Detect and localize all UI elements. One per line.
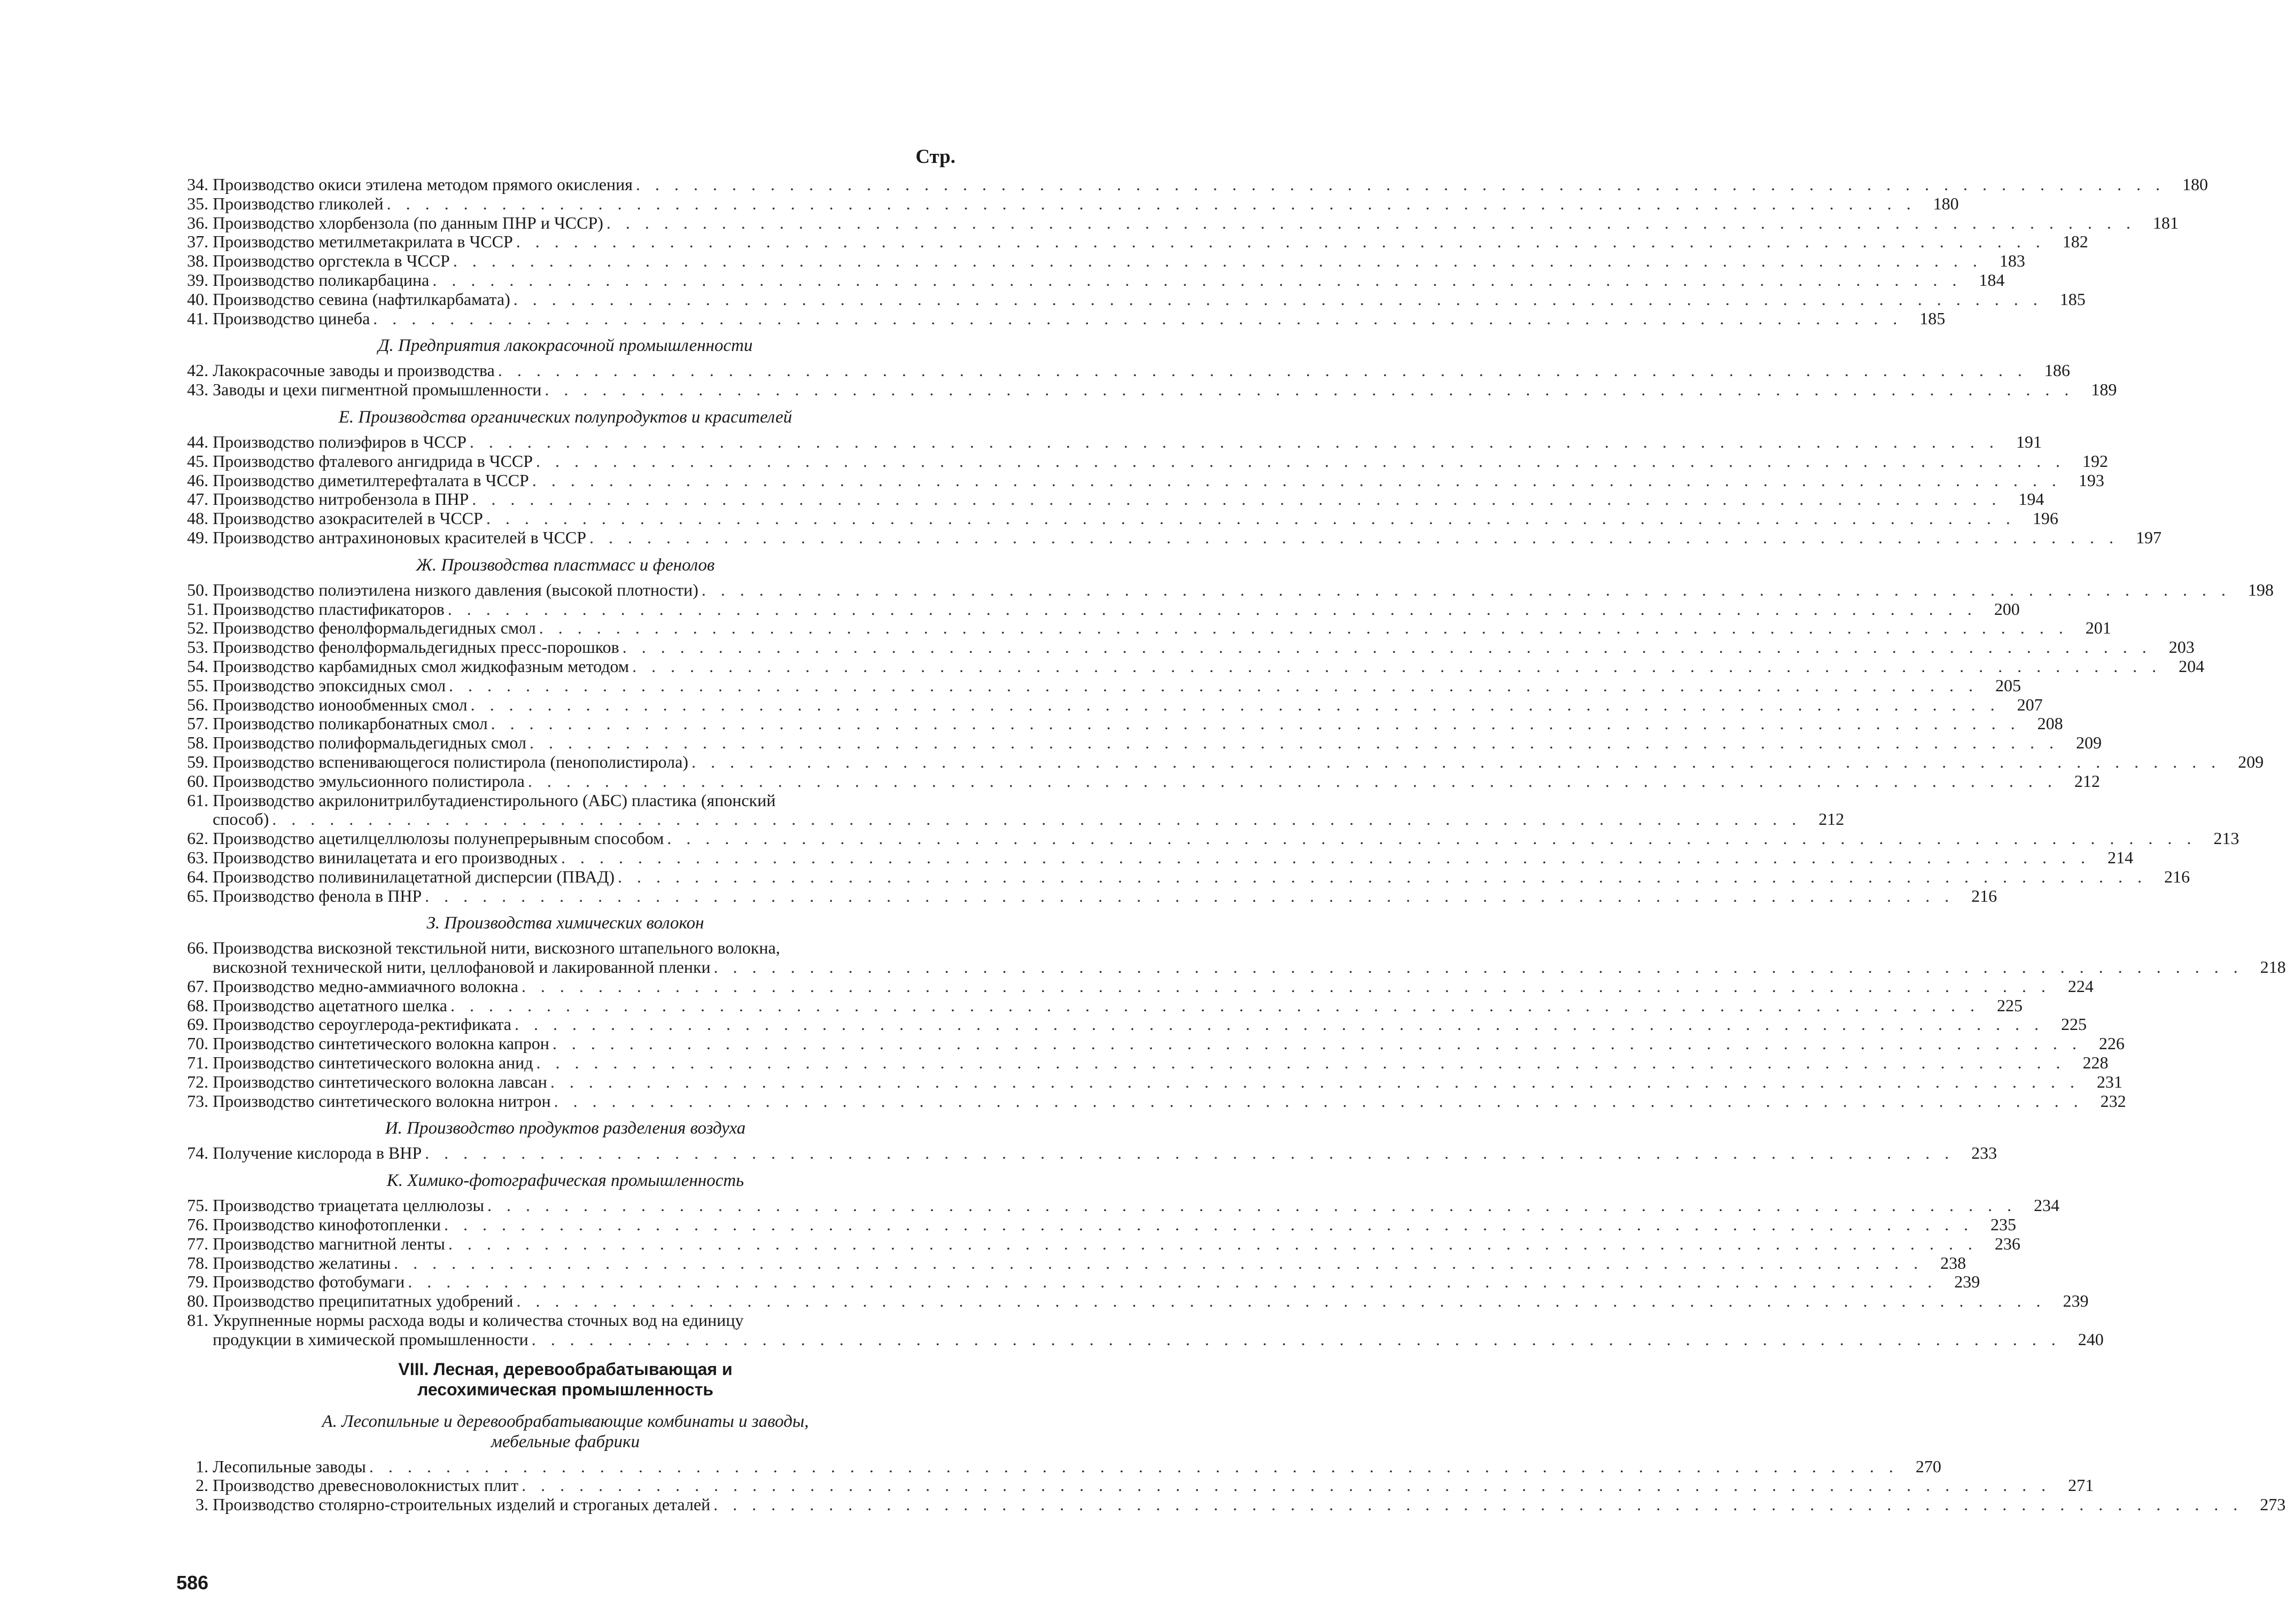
dot-leader	[432, 271, 1962, 290]
dot-leader	[450, 996, 1980, 1016]
entry-number: 37.	[187, 232, 208, 252]
entry-title: Получение кислорода в ВНР	[213, 1143, 422, 1163]
section-heading: З. Производства химических волокон	[426, 914, 704, 933]
entry-page: 271	[2068, 1475, 2094, 1495]
dot-leader	[713, 1495, 2243, 1514]
entry-page: 232	[2100, 1091, 2126, 1111]
entry-title: Производство магнитной ленты	[213, 1233, 445, 1253]
toc-entry	[175, 193, 1959, 214]
toc-entry	[175, 675, 2021, 696]
entry-page: 191	[2016, 432, 2042, 451]
toc-entry	[175, 1196, 2060, 1215]
dot-leader	[532, 1330, 2061, 1349]
entry-number: 70.	[187, 1034, 208, 1053]
toc-entry	[175, 1014, 2087, 1034]
toc-entry	[175, 580, 2274, 600]
entry-page: 239	[2063, 1291, 2089, 1311]
entry-title: Производство метилметакрилата в ЧССР	[213, 232, 513, 252]
entry-number: 42.	[187, 361, 208, 380]
entry-number: 45.	[187, 451, 208, 471]
entry-page: 196	[2032, 509, 2058, 528]
toc-entry	[175, 1143, 1997, 1163]
dot-leader	[448, 600, 1977, 619]
entry-page: 204	[2179, 656, 2205, 676]
toc-entry	[175, 847, 2133, 868]
toc-entry	[175, 1233, 2020, 1254]
entry-number: 41.	[187, 308, 208, 328]
dot-leader	[491, 714, 2020, 733]
entry-number: 57.	[187, 714, 208, 733]
dot-leader	[470, 433, 1999, 452]
entry-number: 69.	[187, 1014, 208, 1034]
entry-title: Производство преципитатных удобрений	[213, 1291, 514, 1311]
part-heading-line: VIII. Лесная, деревообрабатывающая и	[398, 1359, 733, 1379]
entry-title: Производство медно-аммиачного волокна	[213, 976, 518, 996]
entry-page: 194	[2018, 489, 2044, 509]
entry-title: Производство севина (нафтилкарбамата)	[213, 289, 510, 309]
entry-page: 225	[2060, 1014, 2087, 1034]
entry-page: 239	[1954, 1272, 1980, 1292]
entry-page: 205	[1995, 675, 2021, 695]
entry-title: Лесопильные заводы	[213, 1456, 366, 1476]
entry-page: 212	[1818, 809, 1845, 829]
entry-number: 64.	[187, 866, 208, 886]
entry-title: Производство окиси этилена методом прямого окисления	[213, 175, 633, 194]
toc-entry	[175, 251, 2025, 271]
toc-entry	[175, 1253, 1966, 1273]
dot-leader	[472, 490, 2001, 509]
entry-number: 56.	[187, 694, 208, 714]
toc-entry	[175, 308, 1946, 329]
entry-page: 231	[2096, 1072, 2122, 1091]
entry-number: 73.	[187, 1091, 208, 1111]
dot-leader	[702, 581, 2231, 600]
entry-page: 209	[2238, 752, 2264, 771]
dot-leader	[425, 1144, 1954, 1163]
dot-leader	[487, 1196, 2017, 1215]
toc-entry	[175, 1053, 2109, 1073]
entry-title: Производство ацетатного шелка	[213, 995, 447, 1015]
toc-entry	[175, 213, 2179, 233]
entry-title: Производство диметилтерефталата в ЧССР	[213, 470, 529, 490]
toc-entry	[175, 995, 2023, 1016]
section-heading: Д. Предприятия лакокрасочной промышленности	[378, 336, 753, 356]
entry-number: 72.	[187, 1072, 208, 1091]
dot-leader	[522, 977, 2051, 996]
toc-entry	[175, 714, 2063, 733]
entry-title: Производство фотобумаги	[213, 1272, 405, 1292]
toc-entry	[175, 175, 2208, 194]
entry-number: 81.	[187, 1310, 208, 1330]
entry-title: Производство сероуглерода-ректификата	[213, 1014, 511, 1034]
dot-leader	[589, 528, 2119, 548]
entry-title: Производство карбамидных смол жидкофазным методом	[213, 656, 629, 676]
entry-number: 50.	[187, 580, 208, 599]
entry-title: Укрупненные нормы расхода воды и количества сточных вод на единицу	[213, 1310, 744, 1330]
toc-entry	[175, 361, 2070, 380]
toc-entry	[175, 829, 2240, 848]
entry-title-continued: вискозной технической нити, целлофановой и лакированной пленки	[213, 957, 711, 977]
section-heading	[175, 1404, 955, 1457]
section-heading-line: А. Лесопильные и деревообрабатывающие комбинаты и заводы,	[322, 1411, 809, 1431]
toc-entry	[175, 771, 2100, 791]
toc-entry	[175, 232, 2088, 252]
toc-entry	[175, 470, 2104, 490]
entry-number: 54.	[187, 656, 208, 676]
entry-title: Производство нитробензола в ПНР	[213, 489, 469, 509]
entry-number: 55.	[187, 675, 208, 695]
dot-leader	[667, 829, 2196, 848]
entry-page: 185	[2059, 289, 2086, 309]
entry-page: 273	[2260, 1495, 2286, 1514]
entry-page: 209	[2075, 733, 2102, 753]
section-heading: И. Производство продуктов разделения воздуха	[385, 1119, 746, 1138]
entry-title: Производство поликарбонатных смол	[213, 714, 488, 733]
entry-number: 53.	[187, 637, 208, 657]
entry-number: 46.	[187, 470, 208, 490]
entry-number: 40.	[187, 289, 208, 309]
entry-number: 80.	[187, 1291, 208, 1311]
entry-page: 225	[1997, 995, 2023, 1015]
toc-entry	[175, 733, 2102, 753]
table-of-contents	[175, 175, 2286, 1514]
dot-leader	[272, 810, 1801, 829]
entry-page: 208	[2037, 714, 2063, 733]
entry-number: 34.	[187, 175, 208, 194]
entry-title: Производство фталевого ангидрида в ЧССР	[213, 451, 533, 471]
dot-leader	[453, 252, 1982, 271]
entry-page: 240	[2078, 1329, 2104, 1349]
dot-leader	[425, 887, 1954, 906]
entry-title: Производство полиэфиров в ЧССР	[213, 432, 466, 451]
entry-title-continued: продукции в химической промышленности	[213, 1329, 528, 1349]
entry-title: Производство синтетического волокна нитрон	[213, 1091, 551, 1111]
dot-leader	[498, 361, 2027, 380]
dot-leader	[623, 638, 2152, 657]
dot-leader	[471, 696, 2000, 715]
dot-leader	[536, 452, 2065, 471]
entry-title: Производство синтетического волокна лавсан	[213, 1072, 547, 1091]
entry-number: 62.	[187, 829, 208, 848]
entry-title: Производство пластификаторов	[213, 599, 445, 619]
entry-number: 79.	[187, 1272, 208, 1292]
entry-number: 36.	[187, 213, 208, 232]
entry-page: 234	[2034, 1196, 2060, 1215]
dot-leader	[514, 290, 2043, 309]
entry-title: Производство цинеба	[213, 308, 370, 328]
entry-number: 67.	[187, 976, 208, 996]
entry-title: Производство антрахиноновых красителей в ЧССР	[213, 527, 587, 547]
entry-title: Производство фенолформальдегидных пресс-порошков	[213, 637, 619, 657]
entry-title: Производство ацетилцеллюлозы полунепрерывным способом	[213, 829, 664, 848]
dot-leader	[517, 1292, 2046, 1311]
entry-title: Производство древесноволокнистых плит	[213, 1475, 519, 1495]
dot-leader	[545, 380, 2074, 400]
dot-leader	[691, 753, 2221, 772]
dot-leader	[536, 1053, 2066, 1073]
entry-title: Производство фенолформальдегидных смол	[213, 618, 536, 638]
entry-number: 68.	[187, 995, 208, 1015]
entry-page: 213	[2213, 829, 2240, 848]
entry-title: Производство оргстекла в ЧССР	[213, 251, 450, 271]
entry-page: 235	[1990, 1215, 2016, 1235]
toc-entry	[175, 656, 2205, 676]
entry-page: 270	[1915, 1456, 1941, 1476]
entry-number: 35.	[187, 193, 208, 213]
entry-number: 78.	[187, 1253, 208, 1272]
entry-page: 214	[2107, 847, 2133, 867]
entry-number: 44.	[187, 432, 208, 451]
section-heading: К. Химико-фотографическая промышленность	[386, 1171, 744, 1191]
entry-page: 216	[1971, 886, 1997, 905]
entry-title: Производства вискозной текстильной нити, вискозного штапельного волокна,	[213, 938, 780, 958]
toc-entry	[175, 1291, 2089, 1311]
entry-number: 59.	[187, 752, 208, 771]
dot-leader	[408, 1272, 1937, 1292]
entry-page: 183	[1999, 251, 2025, 271]
entry-page: 238	[1940, 1253, 1966, 1272]
entry-title: Производство синтетического волокна анид	[213, 1053, 533, 1073]
dot-leader	[373, 309, 1902, 329]
dot-leader	[522, 1476, 2051, 1495]
entry-title: Производство желатины	[213, 1253, 391, 1272]
page-number: 586	[176, 1572, 209, 1594]
entry-page: 192	[2082, 451, 2109, 471]
entry-title: Заводы и цехи пигментной промышленности	[213, 380, 542, 400]
entry-number: 52.	[187, 618, 208, 638]
toc-entry	[175, 451, 2109, 471]
entry-page: 216	[2164, 866, 2190, 886]
entry-number: 47.	[187, 489, 208, 509]
toc-entry	[175, 1456, 1941, 1477]
toc-entry	[175, 1091, 2126, 1111]
entry-number: 71.	[187, 1053, 208, 1073]
dot-leader	[394, 1254, 1923, 1273]
entry-page: 184	[1979, 270, 2005, 290]
entry-number: 58.	[187, 733, 208, 753]
entry-number: 75.	[187, 1196, 208, 1215]
entry-number: 76.	[187, 1215, 208, 1235]
entry-title: Производство поливинилацетатной дисперсии (ПВАД)	[213, 866, 615, 886]
entry-title: Производство поликарбацина	[213, 270, 430, 290]
entry-number: 38.	[187, 251, 208, 271]
toc-entry	[175, 1475, 2094, 1495]
entry-number: 48.	[187, 509, 208, 528]
toc-entry	[175, 509, 2058, 528]
toc-entry	[175, 1215, 2016, 1235]
toc-entry-multiline	[175, 938, 2286, 977]
dot-leader	[632, 657, 2161, 676]
entry-page: 198	[2248, 580, 2274, 599]
entry-page: 236	[1994, 1233, 2020, 1253]
toc-entry	[175, 270, 2005, 290]
entry-number: 2.	[196, 1475, 208, 1495]
dot-leader	[369, 1457, 1899, 1477]
dot-leader	[486, 509, 2016, 528]
dot-leader	[607, 214, 2136, 233]
entry-number: 74.	[187, 1143, 208, 1163]
entry-title: Производство полиэтилена низкого давления (высокой плотности)	[213, 580, 698, 599]
dot-leader	[554, 1092, 2083, 1111]
entry-page: 228	[2082, 1053, 2109, 1073]
toc-entry	[175, 866, 2190, 887]
toc-entry	[175, 599, 2020, 619]
toc-entry	[175, 380, 2117, 400]
toc-entry	[175, 976, 2094, 996]
page-column-header: Стр.	[915, 146, 955, 168]
entry-title-continued: способ)	[213, 809, 269, 829]
dot-leader	[530, 733, 2059, 753]
entry-page: 201	[2085, 618, 2111, 638]
toc-entry	[175, 752, 2264, 772]
dot-leader	[714, 958, 2243, 977]
dot-leader	[618, 868, 2147, 887]
section-heading: Ж. Производства пластмасс и фенолов	[416, 555, 715, 575]
entry-page: 180	[2182, 175, 2208, 194]
entry-number: 39.	[187, 270, 208, 290]
toc-entry	[175, 637, 2195, 657]
entry-title: Производство кинофотопленки	[213, 1215, 441, 1235]
entry-number: 1.	[196, 1456, 208, 1476]
toc-entry	[175, 1072, 2122, 1092]
entry-page: 224	[2067, 976, 2094, 996]
toc-entry	[175, 694, 2043, 715]
entry-title: Производство полиформальдегидных смол	[213, 733, 526, 753]
toc-entry	[175, 432, 2042, 452]
entry-number: 66.	[187, 938, 208, 958]
toc-entry	[175, 1034, 2125, 1053]
toc-entry-multiline	[175, 1310, 2104, 1349]
entry-number: 60.	[187, 771, 208, 791]
dot-leader	[561, 848, 2090, 868]
section-heading: Е. Производства органических полупродуктов и красителей	[338, 407, 792, 427]
entry-page: 180	[1933, 193, 1959, 213]
entry-title: Производство эмульсионного полистирола	[213, 771, 525, 791]
entry-title: Производство фенола в ПНР	[213, 886, 422, 905]
entry-title: Производство хлорбензола (по данным ПНР и ЧССР)	[213, 213, 603, 232]
part-heading-line: лесохимическая промышленность	[417, 1379, 714, 1399]
entry-page: 203	[2168, 637, 2195, 657]
entry-page: 189	[2091, 380, 2117, 400]
dot-leader	[387, 194, 1916, 214]
entry-page: 233	[1971, 1143, 1997, 1163]
entry-title: Производство эпоксидных смол	[213, 675, 446, 695]
dot-leader	[449, 676, 1978, 696]
dot-leader	[532, 471, 2062, 490]
entry-page: 200	[1994, 599, 2020, 619]
entry-title: Производство вспенивающегося полистирола (пенополистирола)	[213, 752, 689, 771]
toc-entry	[175, 1272, 1980, 1292]
entry-number: 77.	[187, 1233, 208, 1253]
entry-title: Лакокрасочные заводы и производства	[213, 361, 495, 380]
entry-page: 186	[2044, 361, 2070, 380]
entry-page: 181	[2152, 213, 2179, 232]
dot-leader	[444, 1215, 1973, 1235]
entry-number: 43.	[187, 380, 208, 400]
entry-number: 61.	[187, 790, 208, 810]
entry-page: 182	[2062, 232, 2088, 252]
entry-title: Производство гликолей	[213, 193, 384, 213]
toc-entry	[175, 289, 2086, 309]
entry-number: 65.	[187, 886, 208, 905]
entry-page: 218	[2260, 957, 2286, 977]
toc-entry-multiline	[175, 790, 1845, 830]
entry-page: 207	[2017, 694, 2043, 714]
toc-entry	[175, 886, 1997, 906]
entry-title: Производство синтетического волокна капрон	[213, 1034, 549, 1053]
dot-leader	[528, 772, 2057, 791]
entry-number: 63.	[187, 847, 208, 867]
entry-page: 226	[2098, 1034, 2125, 1053]
entry-title: Производство триацетата целлюлозы	[213, 1196, 485, 1215]
dot-leader	[516, 232, 2046, 252]
dot-leader	[448, 1235, 1978, 1254]
entry-page: 185	[1919, 308, 1946, 328]
dot-leader	[515, 1015, 2044, 1034]
entry-title: Производство азокрасителей в ЧССР	[213, 509, 483, 528]
entry-number: 49.	[187, 527, 208, 547]
entry-number: 3.	[196, 1495, 208, 1514]
entry-page: 193	[2078, 470, 2104, 490]
entry-page: 197	[2136, 527, 2162, 547]
entry-title: Производство столярно-строительных изделий и строганых деталей	[213, 1495, 711, 1514]
toc-entry	[175, 1495, 2286, 1514]
toc-entry	[175, 527, 2162, 548]
section-heading-line: мебельные фабрики	[491, 1432, 640, 1451]
entry-number: 51.	[187, 599, 208, 619]
entry-page: 212	[2074, 771, 2100, 791]
entry-title: Производство ионообменных смол	[213, 694, 468, 714]
toc-entry	[175, 618, 2111, 638]
toc-entry	[175, 489, 2044, 509]
dot-leader	[553, 1034, 2082, 1053]
part-heading	[175, 1349, 955, 1404]
entry-title: Производство акрилонитрилбутадиенстирольного (АБС) пластика (японский	[213, 790, 776, 810]
dot-leader	[539, 619, 2069, 638]
entry-title: Производство винилацетата и его производных	[213, 847, 558, 867]
dot-leader	[636, 175, 2165, 194]
dot-leader	[550, 1073, 2080, 1092]
